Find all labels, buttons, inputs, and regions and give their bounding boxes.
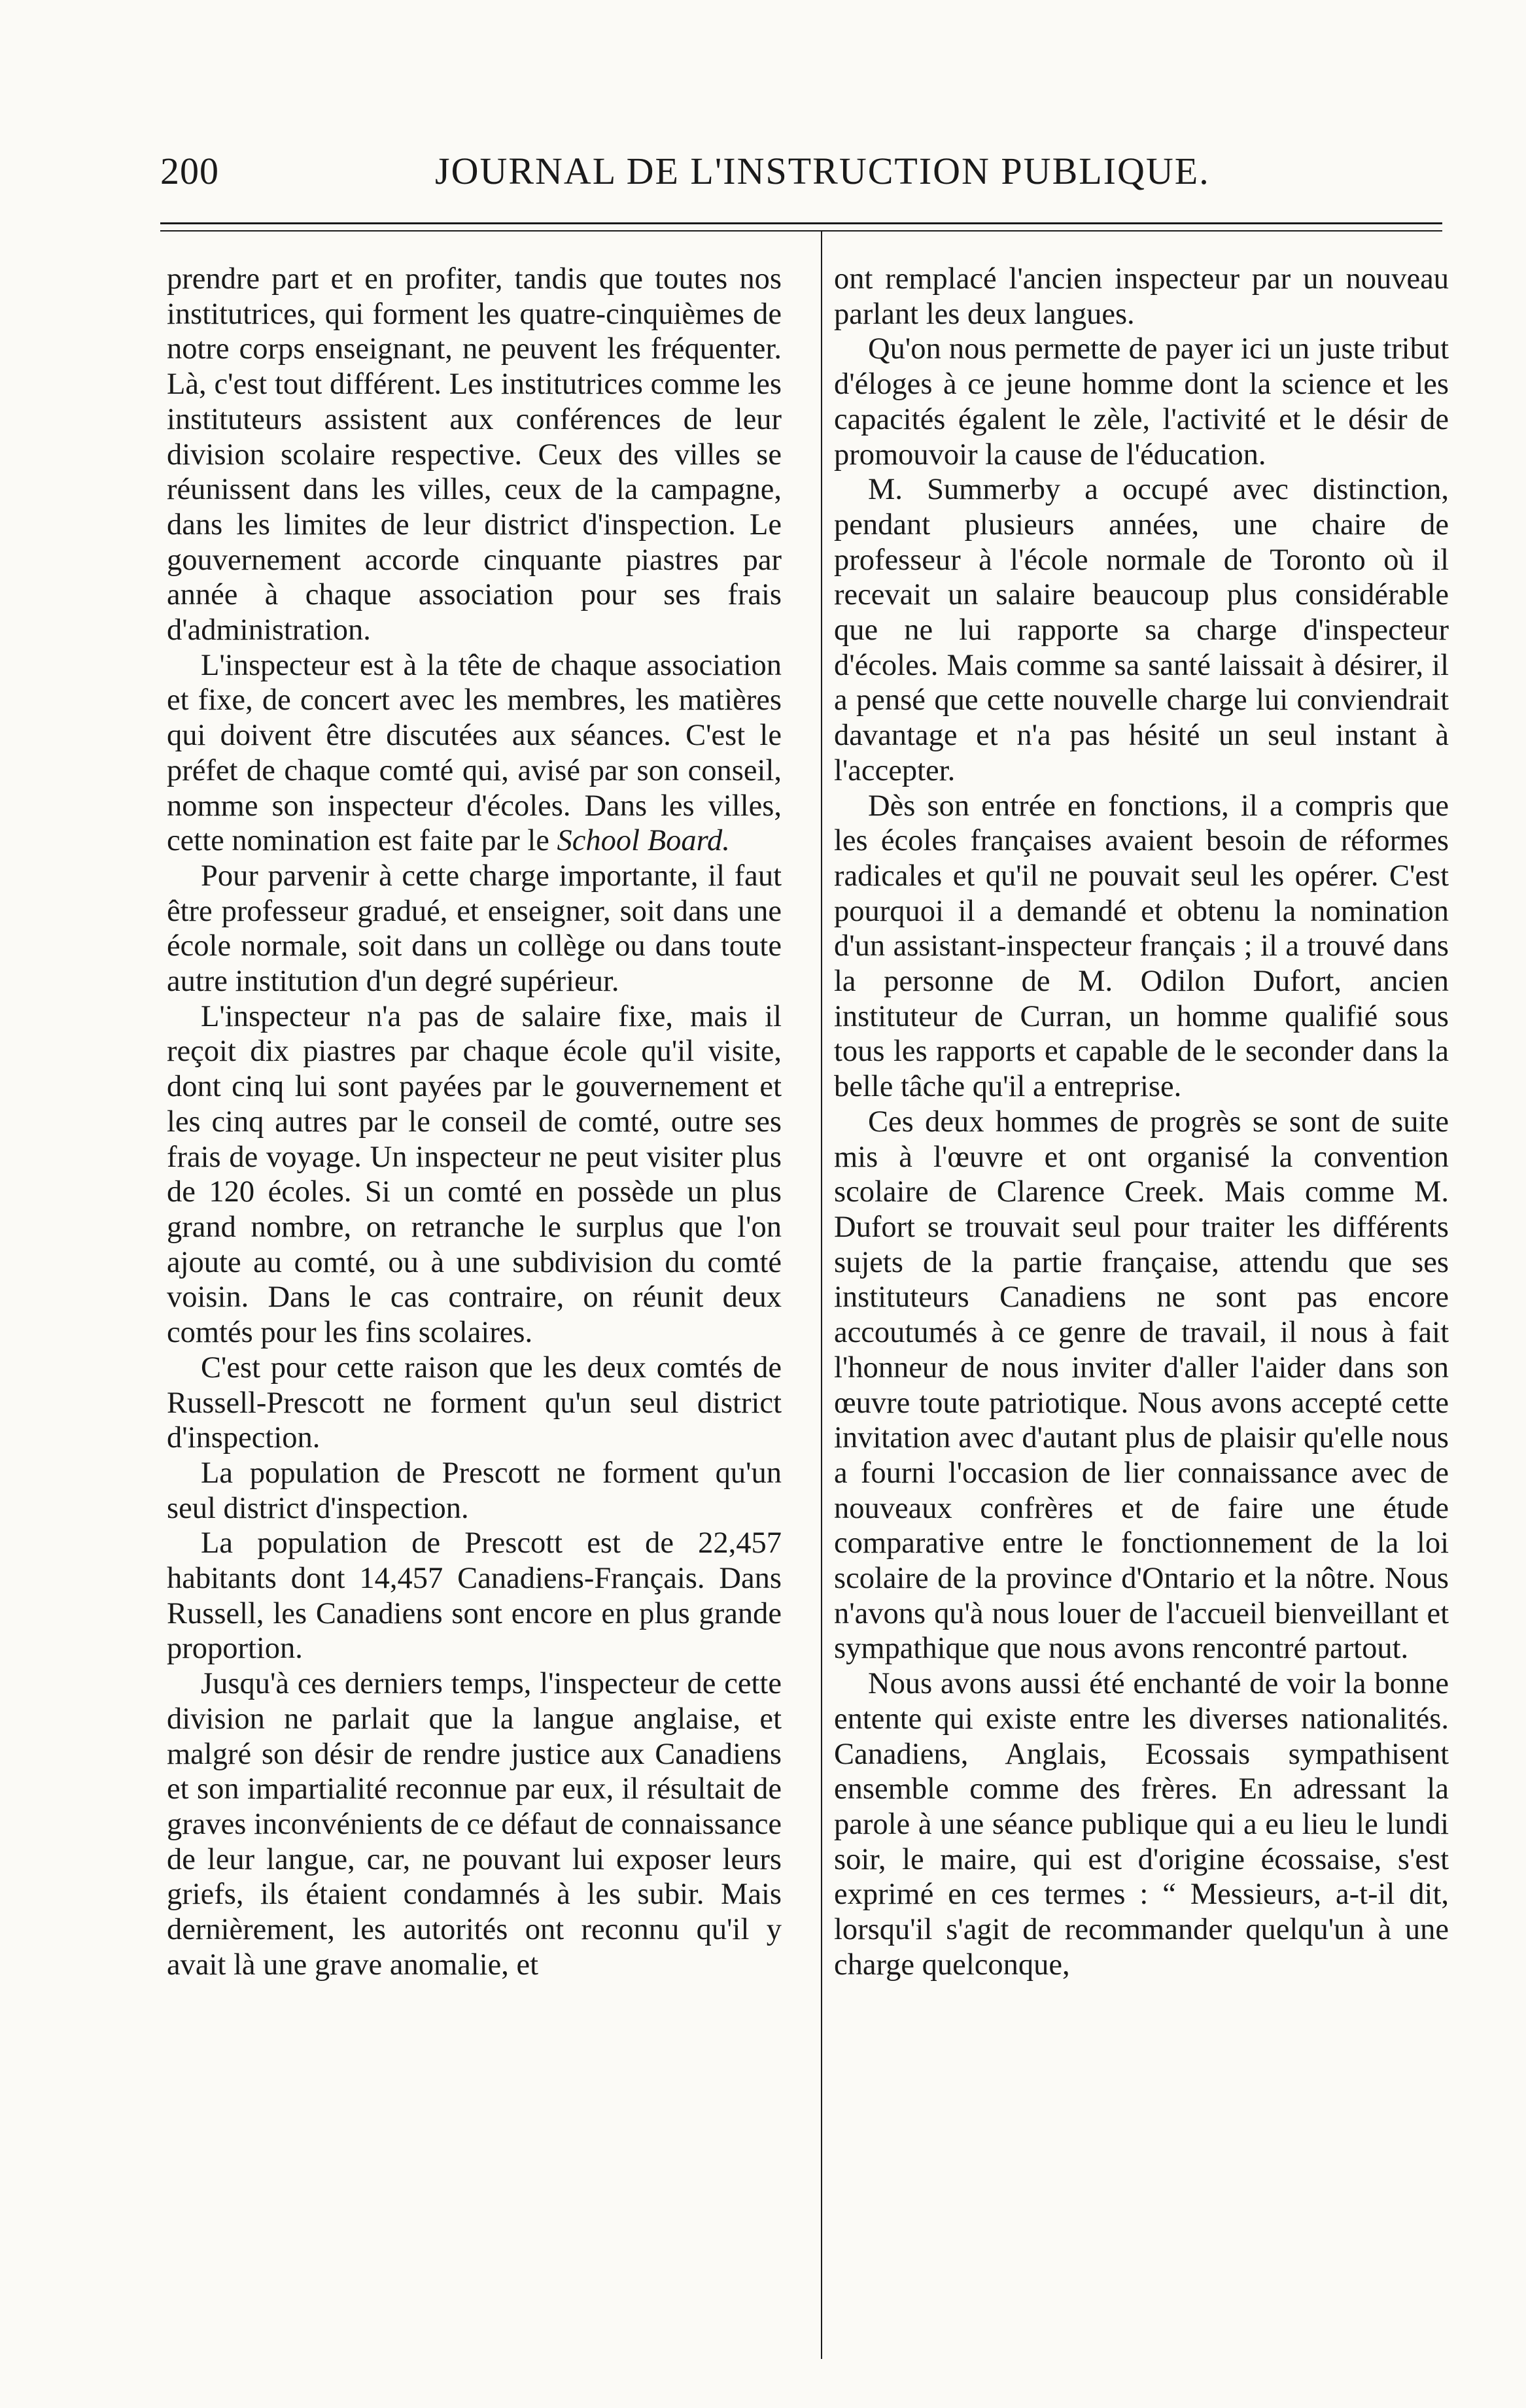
paragraph: M. Summerby a occupé avec distinction, pendant plusieurs années, une chaire de professeur à l'école normale de Toronto où il recevait un salaire beaucoup plus considérable que ne lui rapporte sa charge d'inspecteur d'écoles. Mais comme sa santé laissait à désirer, il a pensé que cette nouvelle charge lui conviendrait davantage et n'a pas hésité un seul instant à l'accepter. — [834, 473, 1449, 787]
paragraph: Dès son entrée en fonctions, il a compris que les écoles françaises avaient besoin de réformes radicales et qu'il ne pouvait seul les opérer. C'est pourquoi il a demandé et obtenu la nomination d'un assistant-inspecteur français ; il a trouvé dans la personne de M. Odilon Dufort, ancien instituteur de Curran, un homme qualifié sous tous les rapports et capable de le seconder dans la belle tâche qu'il a entreprise. — [834, 789, 1449, 1104]
paragraph: L'inspecteur n'a pas de salaire fixe, mais il reçoit dix piastres par chaque école qu'il visite, dont cinq lui sont payées par le gouvernement et les cinq autres par le conseil de comté, outre ses frais de voyage. Un inspecteur ne peut visiter plus de 120 écoles. Si un comté en possède un plus grand nombre, on retranche le surplus que l'on ajoute au comté, ou à une subdivision du comté voisin. Dans le cas contraire, on réunit deux comtés pour les fins scolaires. — [167, 999, 782, 1350]
paragraph: Ces deux hommes de progrès se sont de suite mis à l'œuvre et ont organisé la convention scolaire de Clarence Creek. Mais comme M. Dufort se trouvait seul pour traiter les différents sujets de la partie française, attendu que ses instituteurs Canadiens ne sont pas encore accoutumés à ce genre de travail, il nous à fait l'honneur de nous inviter d'aller l'aider dans son œuvre toute patriotique. Nous avons accepté cette invitation avec d'autant plus de plaisir qu'elle nous a fourni l'occasion de lier connaissance avec de nouveaux confrères et de faire une étude comparative entre le fonctionnement de la loi scolaire de la province d'Ontario et la nôtre. Nous n'avons qu'à nous louer de l'accueil bienveillant et sympathique que nous avons rencontré partout. — [834, 1105, 1449, 1666]
paragraph — [167, 648, 782, 859]
page-number: 200 — [160, 150, 219, 192]
paragraph-text: L'inspecteur est à la tête de chaque association et fixe, de concert avec les membres, les matières qui doivent être discutées aux séances. C'est le préfet de chaque comté qui, avisé par son conseil, nomme son inspecteur d'écoles. Dans les villes, cette nomination est faite par le — [167, 648, 782, 858]
paragraph: Nous avons aussi été enchanté de voir la bonne entente qui existe entre les diverses nationalités. Canadiens, Anglais, Ecossais sympathisent ensemble comme des frères. En adressant la parole à une séance publique qui a eu lieu le lundi soir, le maire, qui est d'origine écossaise, s'est exprimé en ces termes : “ Messieurs, a-t-il dit, lorsqu'il s'agit de recommander quelqu'un à une charge quelconque, — [834, 1667, 1449, 1982]
left-column — [167, 262, 782, 2374]
paragraph: Pour parvenir à cette charge importante, il faut être professeur gradué, et enseigner, soit dans une école normale, soit dans un collège ou dans toute autre institution d'un degré supérieur. — [167, 859, 782, 999]
paragraph: La population de Prescott ne forment qu'un seul district d'inspection. — [167, 1456, 782, 1525]
header-rule-secondary — [160, 230, 1442, 232]
italic-term: School Board. — [557, 824, 730, 858]
paragraph: Jusqu'à ces derniers temps, l'inspecteur de cette division ne parlait que la langue anglaise, et malgré son désir de rendre justice aux Canadiens et son impartialité reconnue par eux, il résultait de graves inconvénients de ce défaut de connaissance de leur langue, car, ne pouvant lui exposer leurs griefs, ils étaient condamnés à les subir. Mais dernièrement, les autorités ont reconnu qu'il y avait là une grave anomalie, et — [167, 1667, 782, 1982]
paragraph: ont remplacé l'ancien inspecteur par un nouveau parlant les deux langues. — [834, 262, 1449, 331]
paragraph: C'est pour cette raison que les deux comtés de Russell-Prescott ne forment qu'un seul district d'inspection. — [167, 1350, 782, 1455]
paragraph: Qu'on nous permette de payer ici un juste tribut d'éloges à ce jeune homme dont la science et les capacités égalent le zèle, l'activité et le désir de promouvoir la cause de l'éducation. — [834, 332, 1449, 472]
right-column — [834, 262, 1449, 2374]
paragraph: La population de Prescott est de 22,457 habitants dont 14,457 Canadiens-Français. Dans Russell, les Canadiens sont encore en plus grande proportion. — [167, 1526, 782, 1666]
paragraph: prendre part et en profiter, tandis que toutes nos institutrices, qui forment les quatre-cinquièmes de notre corps enseignant, ne peuvent les fréquenter. Là, c'est tout différent. Les institutrices comme les instituteurs assistent aux conférences de leur division scolaire respective. Ceux des villes se réunissent dans les villes, ceux de la campagne, dans les limites de leur district d'inspection. Le gouvernement accorde cinquante piastres par année à chaque association pour ses frais d'administration. — [167, 262, 782, 647]
page-header — [160, 149, 1442, 208]
running-title: JOURNAL DE L'INSTRUCTION PUBLIQUE. — [435, 150, 1210, 192]
column-divider — [821, 230, 822, 2359]
header-rule — [160, 222, 1442, 224]
